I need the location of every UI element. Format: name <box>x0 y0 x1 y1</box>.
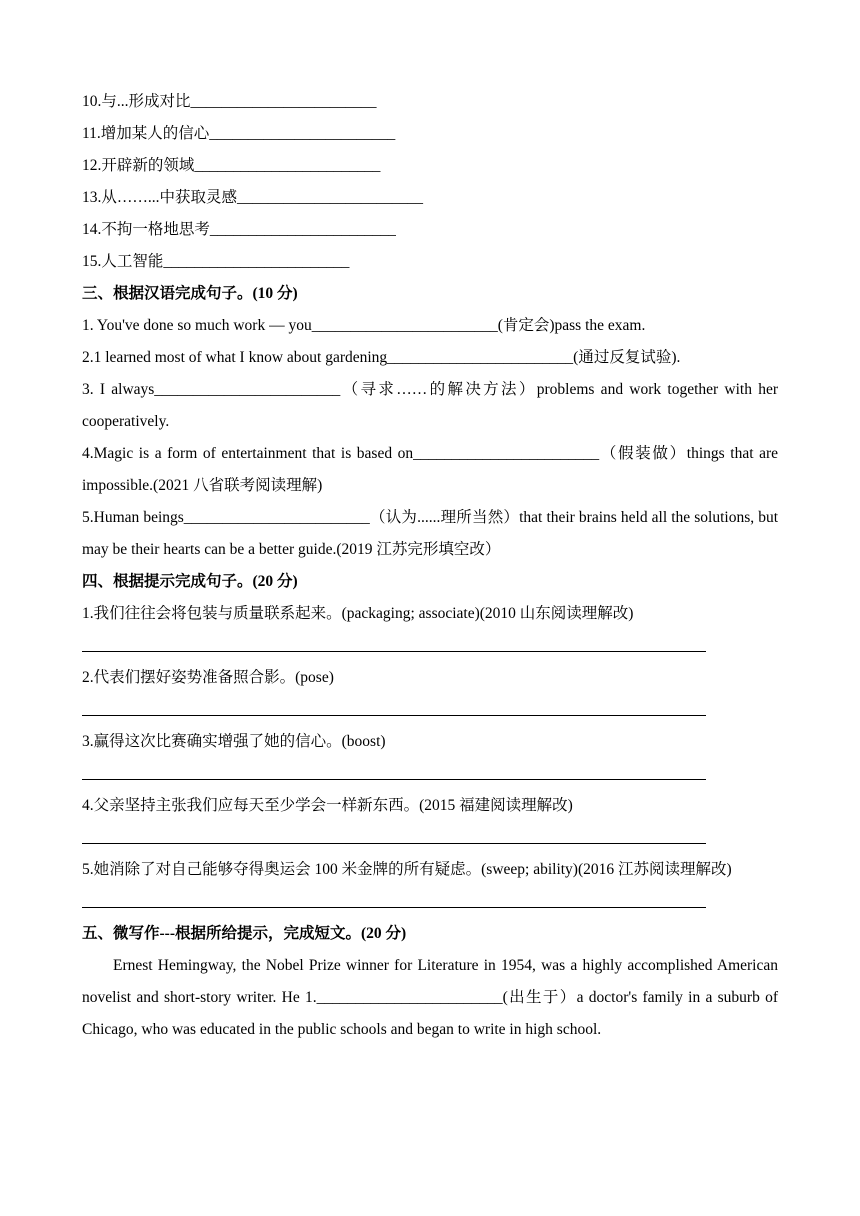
section-4-item-1: 1.我们往往会将包装与质量联系起来。(packaging; associate)(2010 山东阅读理解改) <box>82 605 634 622</box>
section-5-heading: 五、微写作---根据所给提示，完成短文。(20 分) <box>82 925 407 942</box>
section-3-item-3: 3. I always________________________（寻求……的解决方法）problems and work together with her cooperatively. <box>82 381 778 430</box>
answer-line-3[interactable] <box>82 758 778 790</box>
section-4-heading: 四、根据提示完成句子。(20 分) <box>82 573 298 590</box>
section-3-item-4: 4.Magic is a form of entertainment that is based on________________________（假装做）things that are impossible.(2021 八省联考阅读理解) <box>82 445 778 494</box>
section-4-item-2: 2.代表们摆好姿势准备照合影。(pose) <box>82 669 334 686</box>
vocab-item-12: 12.开辟新的领域________________________ <box>82 157 381 174</box>
section-4-item-4: 4.父亲坚持主张我们应每天至少学会一样新东西。(2015 福建阅读理解改) <box>82 797 573 814</box>
section-4-item-5: 5.她消除了对自己能够夺得奥运会 100 米金牌的所有疑虑。(sweep; ability)(2016 江苏阅读理解改) <box>82 861 732 878</box>
section-3-item-2: 2.1 learned most of what I know about gardening________________________(通过反复试验). <box>82 349 681 366</box>
section-3-item-1: 1. You've done so much work — you________________________(肯定会)pass the exam. <box>82 317 646 334</box>
worksheet-content <box>82 86 778 1046</box>
section-3-item-5: 5.Human beings________________________（认为......理所当然）that their brains held all the solutions, but may be their hearts can be a better guide.(2019 江苏完形填空改） <box>82 509 778 558</box>
section-4-item-3: 3.赢得这次比赛确实增强了她的信心。(boost) <box>82 733 386 750</box>
vocab-item-15: 15.人工智能________________________ <box>82 253 350 270</box>
answer-line-2[interactable] <box>82 694 778 726</box>
vocab-item-13: 13.从……...中获取灵感________________________ <box>82 189 424 206</box>
vocab-item-11: 11.增加某人的信心________________________ <box>82 125 396 142</box>
answer-line-5[interactable] <box>82 886 778 918</box>
section-5-paragraph: Ernest Hemingway, the Nobel Prize winner for Literature in 1954, was a highly accomplished American novelist and short-story writer. He 1.________________________(出生于）a doctor's family in a suburb of Chicago, who was educated in the public schools and began to write in high school. <box>82 957 778 1038</box>
vocab-item-10: 10.与...形成对比________________________ <box>82 93 377 110</box>
vocab-item-14: 14.不拘一格地思考________________________ <box>82 221 396 238</box>
answer-line-1[interactable] <box>82 630 778 662</box>
section-3-heading: 三、根据汉语完成句子。(10 分) <box>82 285 298 302</box>
answer-line-4[interactable] <box>82 822 778 854</box>
